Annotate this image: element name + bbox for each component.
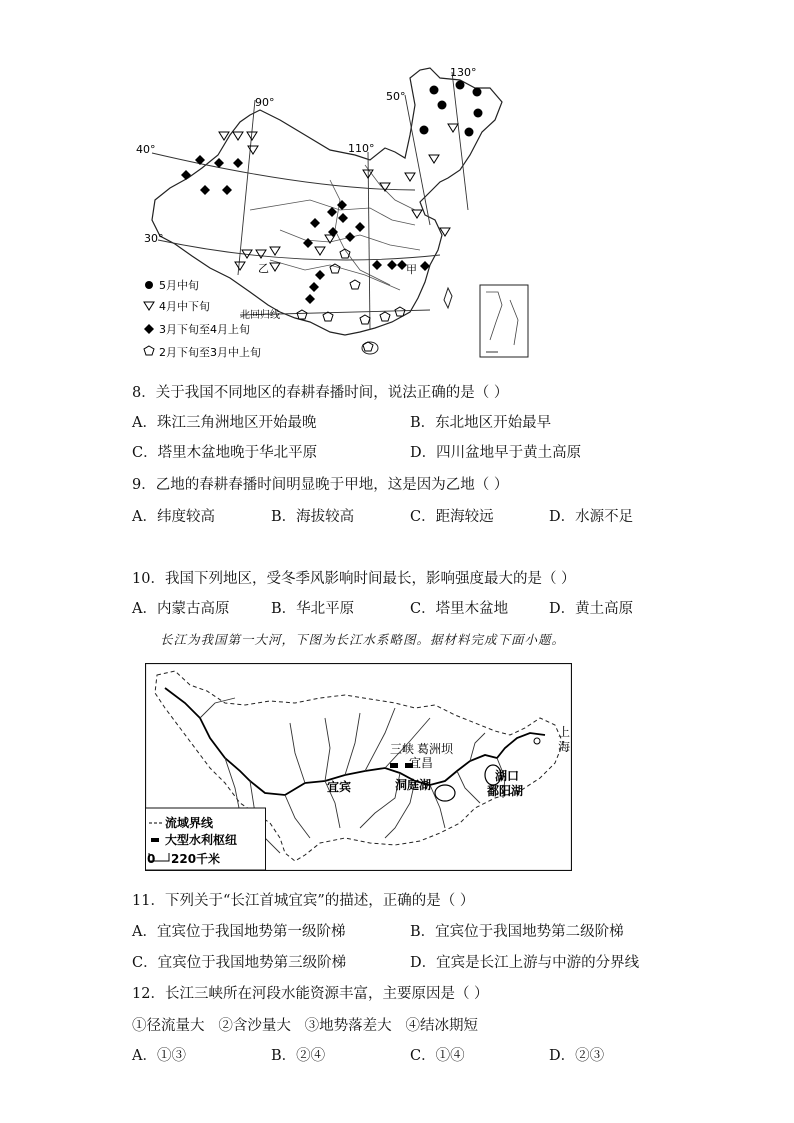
marker-feb: [380, 312, 390, 321]
q12-stem: 12．长江三峡所在河段水能资源丰富，主要原因是（ ）: [132, 986, 489, 1002]
q11-option-b[interactable]: B．宜宾位于我国地势第二级阶梯: [410, 924, 624, 940]
lon-110-line: [368, 152, 370, 330]
q12-option-c[interactable]: C．①④: [410, 1048, 465, 1064]
marker-april: [256, 250, 266, 258]
q12-items: ①径流量大 ②含沙量大 ③地势落差大 ④结冰期短: [132, 1018, 478, 1034]
lat-40-line: [152, 153, 415, 190]
marker-april: [315, 247, 325, 255]
marker-march: [345, 232, 355, 242]
label-sanxia: 三峡: [390, 742, 415, 756]
marker-march: [195, 155, 205, 165]
label-yibin: 宜宾: [327, 780, 352, 794]
lat-label-50: 50°: [386, 90, 406, 103]
marker-march: [338, 213, 348, 223]
q9-option-d[interactable]: D．水源不足: [549, 509, 634, 525]
legend-boundary-label: 流域界线: [165, 816, 214, 830]
marker-march: [387, 260, 397, 270]
q9-option-b[interactable]: B．海拔较高: [271, 509, 355, 525]
marker-may: [420, 126, 429, 135]
place-yi: 乙: [258, 262, 269, 275]
sanxia-dam-symbol: [390, 763, 398, 768]
legend-hydro-symbol: [151, 838, 159, 842]
marker-march: [309, 282, 319, 292]
marker-may: [456, 81, 465, 90]
marker-feb: [350, 280, 360, 289]
marker-march: [233, 158, 243, 168]
q12-option-a[interactable]: A．①③: [132, 1048, 186, 1064]
marker-march: [181, 170, 191, 180]
yangtze-river-map: [145, 663, 572, 871]
lon-label-130: 130°: [450, 66, 477, 79]
lat-label-30: 30°: [144, 232, 164, 245]
q8-option-a[interactable]: A．珠江三角洲地区开始最晚: [132, 415, 317, 431]
lat-30-line: [158, 240, 440, 260]
q11-stem: 11．下列关于“长江首城宜宾”的描述，正确的是（ ）: [132, 893, 475, 909]
q9-option-c[interactable]: C．距海较远: [410, 509, 494, 525]
legend-scale-zero: 0: [147, 852, 156, 866]
q12-option-b[interactable]: B．②④: [271, 1048, 326, 1064]
marker-march: [372, 260, 382, 270]
marker-april: [448, 124, 458, 132]
legend-feb-symbol: [144, 346, 154, 355]
label-dongting: 洞庭湖: [395, 778, 432, 792]
lat-label-40: 40°: [136, 143, 156, 156]
lon-130-line: [452, 72, 468, 210]
country-outline: [152, 68, 502, 335]
marker-april: [235, 262, 245, 270]
legend-march-label: 3月下旬至4月上旬: [159, 323, 250, 336]
lon-90-line: [238, 100, 255, 275]
q9-stem: 9．乙地的春耕春播时间明显晚于甲地，这是因为乙地（ ）: [132, 477, 509, 493]
marker-may: [473, 88, 482, 97]
label-yichang: 宜昌: [409, 756, 434, 770]
lon-label-110: 110°: [348, 142, 375, 155]
marker-may: [438, 101, 447, 110]
q8-option-b[interactable]: B．东北地区开始最早: [410, 415, 552, 431]
legend-april-symbol: [144, 302, 154, 310]
march-markers: [181, 155, 430, 304]
marker-april: [429, 155, 439, 163]
label-shanghai-1: 上: [558, 725, 571, 739]
marker-feb: [360, 315, 370, 324]
q8-stem: 8．关于我国不同地区的春耕春播时间，说法正确的是（ ）: [132, 385, 509, 401]
q10-stem: 10．我国下列地区，受冬季风影响时间最长，影响强度最大的是（ ）: [132, 571, 576, 587]
q11-option-c[interactable]: C．宜宾位于我国地势第三级阶梯: [132, 955, 347, 971]
marker-march: [315, 270, 325, 280]
legend-feb-label: 2月下旬至3月中上旬: [159, 346, 261, 359]
south-china-sea-inset: [480, 285, 528, 357]
marker-may: [474, 109, 483, 118]
q10-option-a[interactable]: A．内蒙古高原: [132, 601, 230, 617]
q11-option-d[interactable]: D．宜宾是长江上游与中游的分界线: [410, 955, 640, 971]
q10-option-d[interactable]: D．黄土高原: [549, 601, 634, 617]
q9-option-a[interactable]: A．纬度较高: [132, 509, 215, 525]
q8-option-c[interactable]: C．塔里木盆地晚于华北平原: [132, 445, 318, 461]
marker-march: [355, 222, 365, 232]
marker-april: [270, 263, 280, 271]
legend-may-symbol: [145, 281, 153, 289]
label-hukou: 湖口: [495, 769, 520, 783]
marker-april: [412, 210, 422, 218]
province-lines-4: [365, 165, 415, 210]
dongting-lake: [435, 785, 455, 801]
lon-100-line: [405, 95, 430, 225]
marker-march: [200, 185, 210, 195]
q11-option-a[interactable]: A．宜宾位于我国地势第一级阶梯: [132, 924, 346, 940]
marker-march: [310, 218, 320, 228]
marker-april: [270, 247, 280, 255]
marker-may: [430, 86, 439, 95]
legend-may-label: 5月中旬: [159, 279, 199, 292]
legend-scale-label: 220千米: [171, 852, 221, 866]
q8-option-d[interactable]: D．四川盆地早于黄土高原: [410, 445, 582, 461]
q10-option-c[interactable]: C．塔里木盆地: [410, 601, 509, 617]
marker-feb: [297, 310, 307, 319]
legend-march-symbol: [144, 324, 154, 334]
marker-march: [222, 185, 232, 195]
lon-label-90: 90°: [255, 96, 275, 109]
legend-hydro-label: 大型水利枢纽: [165, 833, 238, 847]
marker-feb: [323, 312, 333, 321]
tropic-label: 北回归线: [240, 310, 280, 321]
label-poyang: 鄱阳湖: [487, 784, 524, 798]
marker-march: [305, 294, 315, 304]
place-jia: 甲: [406, 263, 417, 276]
marker-may: [465, 128, 474, 137]
taiwan-island: [444, 288, 452, 308]
yangtze-map-svg: [145, 663, 572, 871]
q10-option-b[interactable]: B．华北平原: [271, 601, 355, 617]
marker-feb: [395, 307, 405, 316]
label-gezhouba: 葛洲坝: [417, 742, 454, 756]
legend-april-label: 4月中下旬: [159, 300, 210, 313]
planting-time-map: [130, 60, 540, 365]
q12-option-d[interactable]: D．②③: [549, 1048, 605, 1064]
label-shanghai-2: 海: [558, 740, 571, 754]
marker-april: [405, 173, 415, 181]
marker-april: [233, 132, 243, 140]
section-intro: 长江为我国第一大河，下图为长江水系略图。据材料完成下面小题。: [160, 632, 566, 647]
china-map-svg: [130, 60, 540, 365]
